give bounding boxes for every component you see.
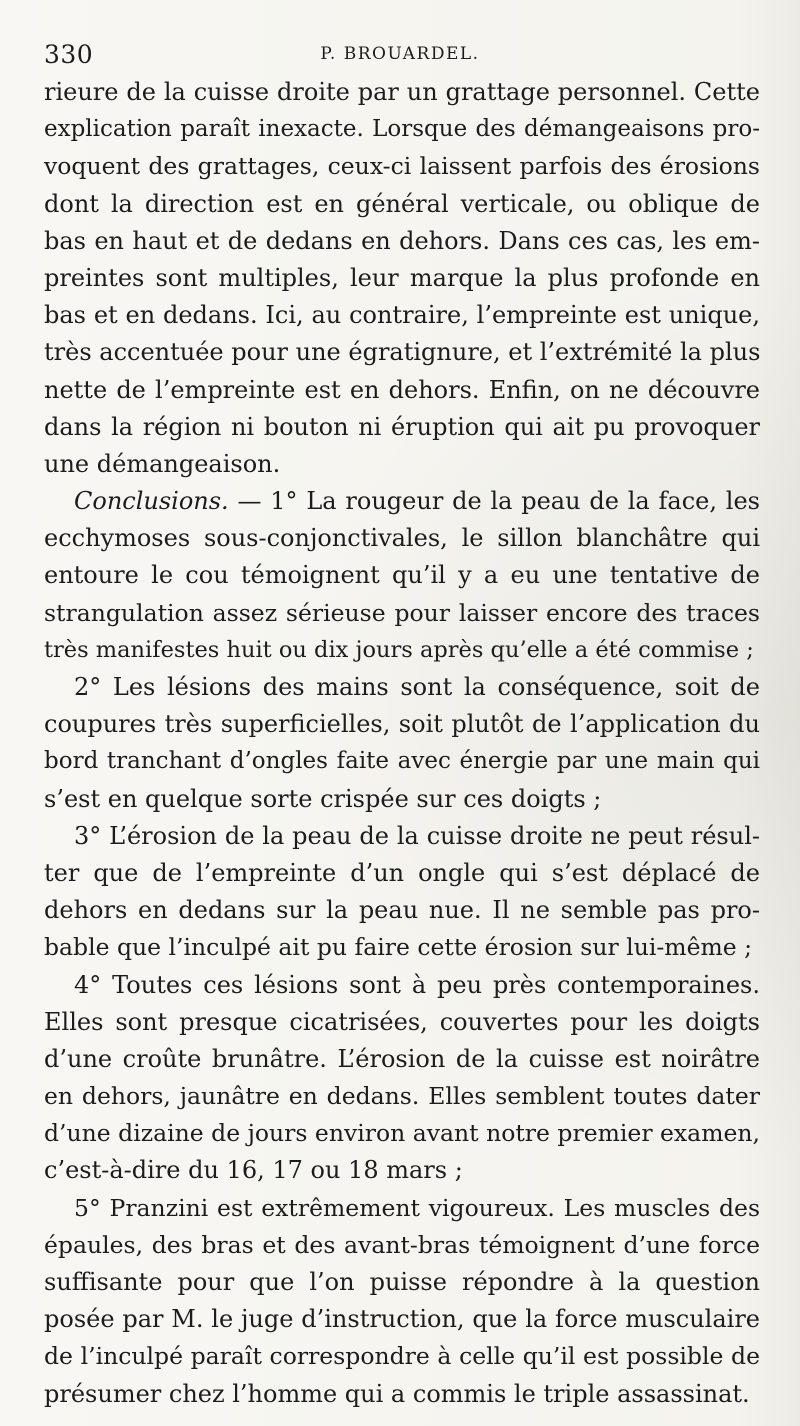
text-line: ecchymoses sous-conjonctivales, le sillon blanchâtre qui bbox=[44, 524, 760, 553]
text-line: 4° Toutes ces lésions sont à peu près contemporaines. bbox=[74, 970, 760, 999]
text-line: suffisante pour que l’on puisse répondre à la question bbox=[44, 1268, 760, 1296]
text-line: dehors en dedans sur la peau nue. Il ne semble pas pro- bbox=[44, 896, 760, 925]
text-line: 5° Pranzini est extrêmement vigoureux. Les muscles des bbox=[74, 1193, 760, 1222]
text-line: coupures très superficielles, soit plutôt de l’application du bbox=[44, 710, 760, 739]
text-line: preintes sont multiples, leur marque la plus profonde en bbox=[44, 263, 760, 292]
text-line: bas et en dedans. Ici, au contraire, l’empreinte est unique, bbox=[44, 301, 760, 330]
text-line: posée par M. le juge d’instruction, que la force musculaire bbox=[44, 1305, 760, 1334]
running-head: P. BROUARDEL. bbox=[320, 44, 480, 64]
text-line: une démangeaison. bbox=[44, 449, 281, 478]
text-line: entoure le cou témoignent qu’il y a eu une tentative de bbox=[44, 561, 760, 590]
text-line: épaules, des bras et des avant-bras témoignent d’une force bbox=[44, 1230, 760, 1259]
page-number: 330 bbox=[44, 40, 94, 69]
text-line: dont la direction est en général verticale, ou oblique de bbox=[44, 189, 760, 218]
text-line: bas en haut et de dedans en dehors. Dans ces cas, les em- bbox=[44, 226, 760, 255]
text-line: explication paraît inexacte. Lorsque des démangeaisons pro- bbox=[44, 116, 760, 143]
text-line: de l’inculpé paraît correspondre à celle qu’il est possible de bbox=[44, 1342, 760, 1371]
text-line: s’est en quelque sorte crispée sur ces doigts ; bbox=[44, 784, 602, 813]
text-line: 2° Les lésions des mains sont la conséquence, soit de bbox=[74, 673, 760, 701]
text-line: bable que l’inculpé ait pu faire cette érosion sur lui-même ; bbox=[44, 933, 753, 962]
text-line: d’une dizaine de jours environ avant notre premier examen, bbox=[44, 1119, 760, 1148]
text-line: présumer chez l’homme qui a commis le triple assassinat. bbox=[44, 1379, 750, 1408]
text-line: rieure de la cuisse droite par un grattage personnel. Cette bbox=[44, 78, 760, 106]
text-line: d’une croûte brunâtre. L’érosion de la cuisse est noirâtre bbox=[44, 1044, 760, 1073]
text-line: très accentuée pour une égratignure, et l’extrémité la plus bbox=[44, 338, 760, 367]
text-line: nette de l’empreinte est en dehors. Enfin, on ne découvre bbox=[44, 375, 760, 404]
text-line: ter que de l’empreinte d’un ongle qui s’est déplacé de bbox=[44, 858, 760, 887]
text-line: c’est-à-dire du 16, 17 ou 18 mars ; bbox=[44, 1156, 463, 1185]
page-header bbox=[44, 40, 756, 74]
conclusions-text: — 1° La rougeur de la peau de la face, les bbox=[228, 487, 760, 516]
text-line: en dehors, jaunâtre en dedans. Elles semblent toutes dater bbox=[44, 1082, 760, 1111]
text-line: 3° L’érosion de la peau de la cuisse droite ne peut résul- bbox=[74, 821, 760, 850]
text-line: strangulation assez sérieuse pour laisser encore des traces bbox=[44, 598, 760, 627]
conclusions-label: Conclusions. bbox=[74, 487, 229, 516]
body-text bbox=[44, 74, 760, 1413]
text-line: Elles sont presque cicatrisées, couvertes pour les doigts bbox=[44, 1007, 760, 1036]
text-line: bord tranchant d’ongles faite avec énergie par une main qui bbox=[44, 748, 760, 775]
text-line: dans la région ni bouton ni éruption qui ait pu provoquer bbox=[44, 412, 760, 441]
text-line: très manifestes huit ou dix jours après qu’elle a été commise ; bbox=[44, 636, 754, 663]
text-line: voquent des grattages, ceux-ci laissent parfois des érosions bbox=[44, 152, 760, 181]
conclusions-line bbox=[44, 483, 760, 520]
